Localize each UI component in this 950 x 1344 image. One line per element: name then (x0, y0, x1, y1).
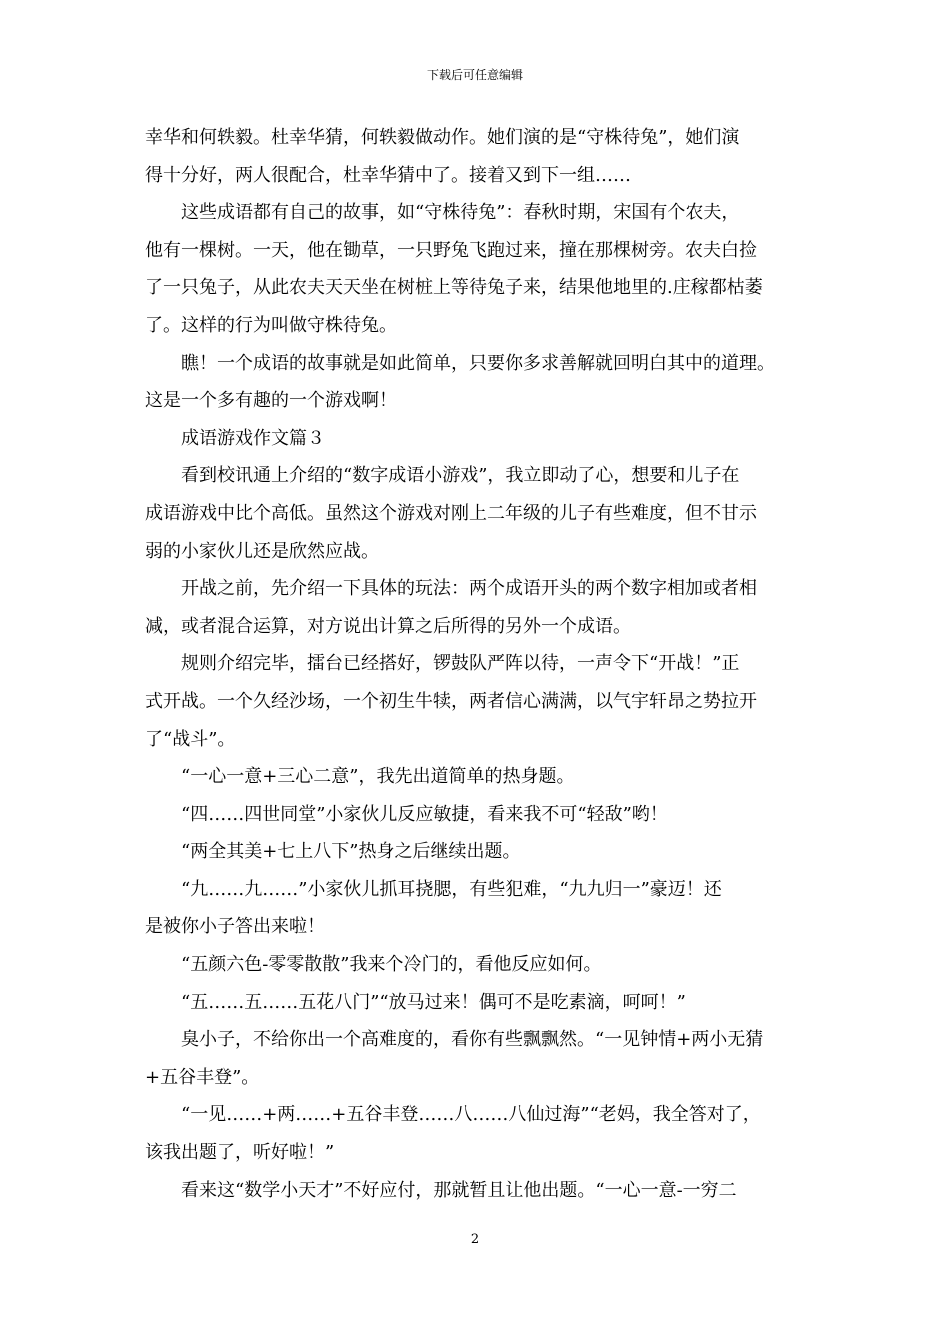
text-line: “五颜六色-零零散散”我来个冷门的，看他反应如何。 (181, 954, 602, 976)
text-line: 他有一棵树。一天，他在锄草，一只野兔飞跑过来，撞在那棵树旁。农夫白捡 (145, 239, 757, 261)
text-line: 了“战斗”。 (145, 728, 236, 750)
page-header: 下载后可任意编辑 (426, 68, 523, 82)
text-line: 成语游戏作文篇３ (181, 427, 325, 449)
text-line: “一见……+两……+五谷丰登……八……八仙过海”“老妈，我全答对了， (181, 1104, 761, 1126)
text-line: 该我出题了，听好啦！” (145, 1142, 335, 1164)
text-line: 是被你小子答出来啦！ (145, 916, 325, 938)
text-line: 这些成语都有自己的故事，如“守株待兔”：春秋时期，宋国有个农夫， (181, 202, 740, 224)
text-line: 了一只兔子，从此农夫天天坐在树桩上等待兔子来，结果他地里的.庄稼都枯萎 (145, 277, 763, 299)
text-line: 臭小子，不给你出一个高难度的，看你有些飘飘然。“一见钟情+两小无猜 (181, 1029, 764, 1051)
text-line: “九……九……”小家伙儿抓耳挠腮，有些犯难，“九九归一”豪迈！还 (181, 878, 722, 900)
text-line: 弱的小家伙儿还是欣然应战。 (145, 540, 379, 562)
text-line: 看到校讯通上介绍的“数字成语小游戏”，我立即动了心，想要和儿子在 (181, 465, 740, 487)
text-line: 减，或者混合运算，对方说出计算之后所得的另外一个成语。 (145, 615, 631, 637)
text-line: “一心一意+三心二意”，我先出道简单的热身题。 (181, 766, 575, 788)
text-line: 式开战。一个久经沙场，一个初生牛犊，两者信心满满，以气宇轩昂之势拉开 (145, 690, 757, 712)
text-line: “五……五……五花八门”“放马过来！偶可不是吃素滴，呵呵！” (181, 991, 686, 1013)
text-line: 看来这“数学小天才”不好应付，那就暂且让他出题。“一心一意-一穷二 (181, 1179, 737, 1201)
text-line: 这是一个多有趣的一个游戏啊！ (145, 390, 397, 412)
page-number: 2 (470, 1232, 480, 1247)
text-line: 瞧！一个成语的故事就是如此简单，只要你多求善解就回明白其中的道理。 (181, 352, 775, 374)
text-line: “两全其美+七上八下”热身之后继续出题。 (181, 841, 521, 863)
document-body (145, 119, 835, 1209)
text-line: “四……四世同堂”小家伙儿反应敏捷，看来我不可“轻敌”哟！ (181, 803, 668, 825)
text-line: 幸华和何轶毅。杜幸华猜，何轶毅做动作。她们演的是“守株待兔”，她们演 (145, 127, 740, 148)
text-line: 了。这样的行为叫做守株待兔。 (145, 314, 397, 336)
text-line: 开战之前，先介绍一下具体的玩法：两个成语开头的两个数字相加或者相 (181, 578, 757, 600)
text-line: 成语游戏中比个高低。虽然这个游戏对刚上二年级的儿子有些难度，但不甘示 (145, 502, 757, 524)
text-line: +五谷丰登”。 (145, 1066, 260, 1088)
text-line: 得十分好，两人很配合，杜幸华猜中了。接着又到下一组…… (145, 164, 631, 186)
text-line: 规则介绍完毕，擂台已经搭好，锣鼓队严阵以待，一声令下“开战！”正 (181, 653, 740, 675)
